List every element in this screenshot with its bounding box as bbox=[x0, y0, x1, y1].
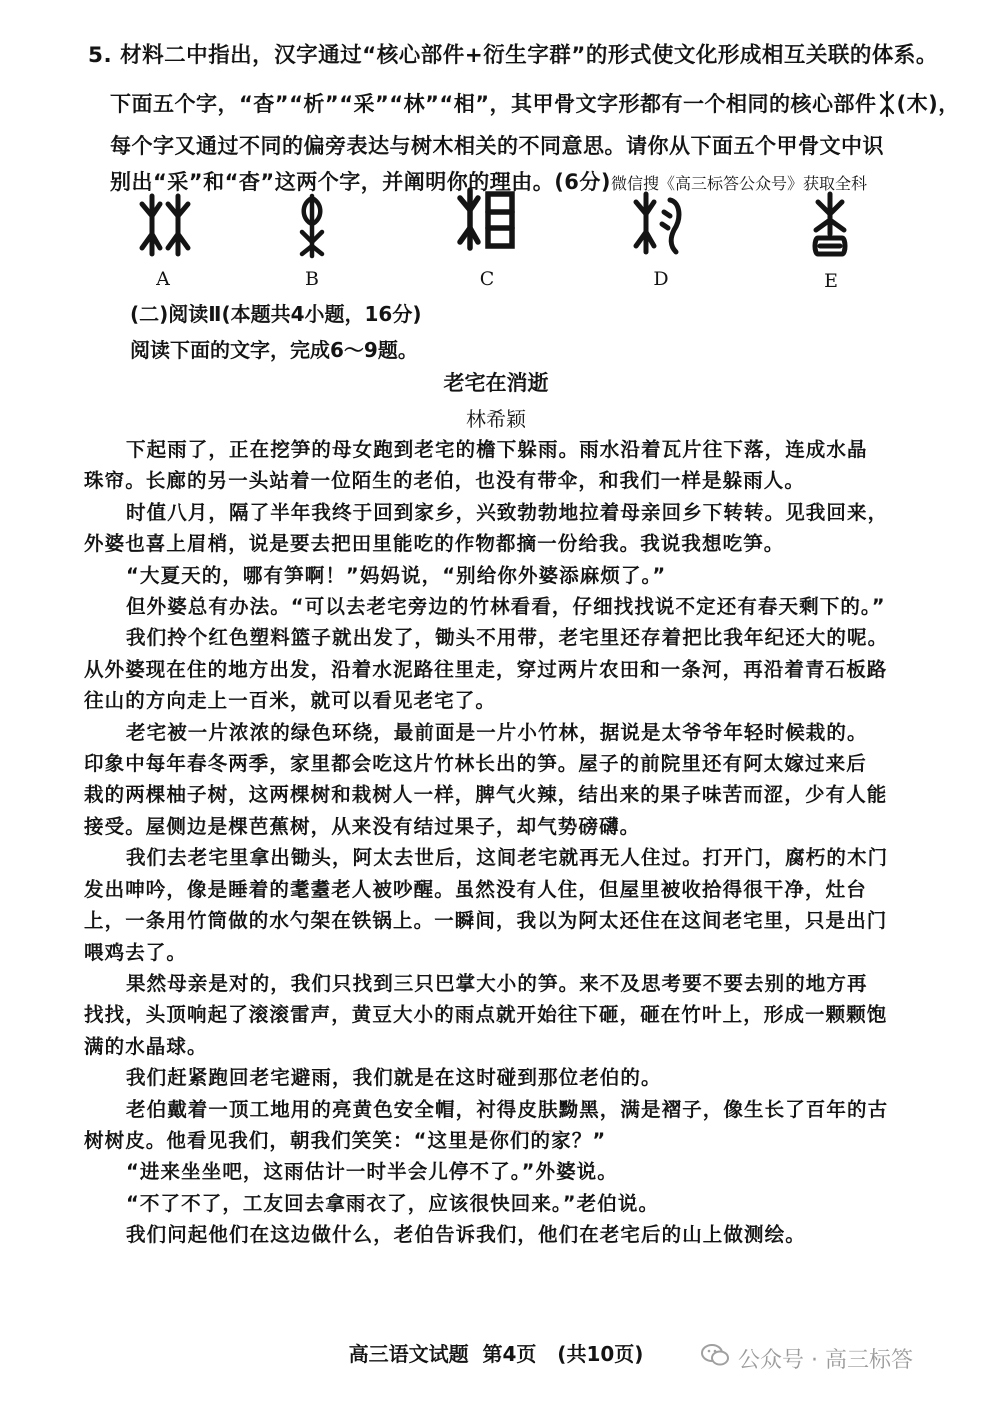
section-heading: (二)阅读Ⅱ(本题共4小题，16分) bbox=[130, 302, 422, 326]
article-line: 果然母亲是对的，我们只找到三只巴掌大小的笋。来不及思考要不要去别的地方再 bbox=[126, 971, 868, 995]
article-line: “大夏天的，哪有笋啊！”妈妈说，“别给你外婆添麻烦了。” bbox=[126, 563, 667, 587]
section-instruction: 阅读下面的文字，完成6～9题。 bbox=[130, 338, 418, 362]
article-line: 喂鸡去了。 bbox=[84, 940, 188, 964]
article-line: 但外婆总有办法。“可以去老宅旁边的竹林看看，仔细找找说不定还有春天剩下的。” bbox=[126, 595, 886, 619]
faint-stamp-mark bbox=[470, 1130, 560, 1160]
oracle-glyph-a-icon bbox=[138, 192, 194, 258]
article-line: 满的水晶球。 bbox=[84, 1034, 208, 1058]
wechat-icon bbox=[700, 1342, 730, 1374]
article-line: 找找，头顶响起了滚滚雷声，黄豆大小的雨点就开始往下砸，砸在竹叶上，形成一颗颗饱 bbox=[84, 1003, 888, 1027]
article-line: “不了不了，工友回去拿雨衣了，应该很快回来。”老伯说。 bbox=[126, 1191, 660, 1215]
watermark-text: 公众号 · 高三标答 bbox=[738, 1347, 913, 1373]
article-body bbox=[84, 434, 924, 1251]
article-line: 接受。屋侧边是棵芭蕉树，从来没有结过果子，却气势磅礴。 bbox=[84, 814, 641, 838]
page-footer: 高三语文试题 第4页 (共10页) bbox=[348, 1342, 644, 1366]
article-line: 我们赶紧跑回老宅避雨，我们就是在这时碰到那位老伯的。 bbox=[126, 1066, 662, 1090]
article-line: 栽的两棵柚子树，这两棵树和栽树人一样，脾气火辣，结出来的果子味苦而涩，少有人能 bbox=[84, 783, 888, 807]
article-line: 从外婆现在住的地方出发，沿着水泥路往里走，穿过两片农田和一条河，再沿着青石板路 bbox=[84, 657, 888, 681]
oracle-glyph-e-icon bbox=[806, 190, 854, 260]
question-5-stem: 5. 材料二中指出，汉字通过“核心部件+衍生字群”的形式使文化形成相互关联的体系。 bbox=[88, 43, 938, 68]
article-title: 老宅在消逝 bbox=[443, 371, 549, 395]
article-line: 下起雨了，正在挖笋的母女跑到老宅的檐下躲雨。雨水沿着瓦片往下落，连成水晶 bbox=[126, 438, 868, 461]
oracle-glyph-d-icon bbox=[630, 190, 690, 256]
promo-note: 微信搜《高三标答公众号》获取全科 bbox=[611, 174, 868, 193]
article-line: 印象中每年春冬两季，家里都会吃这片竹林长出的笋。屋子的前院里还有阿太嫁过来后 bbox=[84, 752, 867, 776]
article-line: 外婆也喜上眉梢，说是要去把田里能吃的作物都摘一份给我。我说我想吃笋。 bbox=[84, 532, 785, 556]
watermark bbox=[700, 1342, 913, 1374]
oracle-glyph-c-icon bbox=[456, 186, 518, 252]
choice-label-c: C bbox=[479, 268, 495, 290]
question-5-line-3: 每个字又通过不同的偏旁表达与树木相关的不同意思。请你从下面五个甲骨文中识 bbox=[110, 134, 884, 158]
question-5-body bbox=[110, 86, 960, 202]
oracle-mu-inline-icon bbox=[879, 91, 895, 128]
oracle-glyph-b-icon bbox=[290, 190, 334, 260]
choice-label-e: E bbox=[824, 270, 838, 292]
article-line: 我们去老宅里拿出锄头，阿太去世后，这间老宅就再无人住过。打开门，腐朽的木门 bbox=[126, 846, 889, 870]
article-line: 时值八月，隔了半年我终于回到家乡，兴致勃勃地拉着母亲回乡下转转。见我回来， bbox=[126, 500, 889, 524]
question-5-line-4: 别出“采”和“杳”这两个字，并阐明你的理由。(6分)微信搜《高三标答公众号》获取全科 bbox=[110, 170, 868, 194]
article-line: 珠帘。长廊的另一头站着一位陌生的老伯，也没有带伞，和我们一样是躲雨人。 bbox=[84, 469, 806, 493]
choice-label-d: D bbox=[653, 268, 669, 290]
article-line: “进来坐坐吧，这雨估计一时半会儿停不了。”外婆说。 bbox=[126, 1160, 618, 1184]
article-author: 林希颖 bbox=[466, 407, 526, 431]
choice-label-a: A bbox=[156, 268, 170, 290]
article-line: 我们问起他们在这边做什么，老伯告诉我们，他们在老宅后的山上做测绘。 bbox=[126, 1223, 806, 1247]
question-5-line-2: 下面五个字，“杳”“析”“采”“林”“相”，其甲骨文字形都有一个相同的核心部件 (木)， bbox=[110, 86, 930, 128]
article-line: 我们拎个红色塑料篮子就出发了，锄头不用带，老宅里还存着把比我年纪还大的呢。 bbox=[126, 626, 889, 650]
article-line: 树树皮。他看见我们，朝我们笑笑：“这里是你们的家？” bbox=[84, 1128, 607, 1152]
article-line: 发出呻吟，像是睡着的耄耋老人被吵醒。虽然没有人住，但屋里被收拾得很干净，灶台 bbox=[84, 877, 867, 901]
choice-label-b: B bbox=[305, 268, 319, 290]
article-line: 老伯戴着一顶工地用的亮黄色安全帽，衬得皮肤黝黑，满是褶子，像生长了百年的古 bbox=[126, 1097, 889, 1121]
article-line: 老宅被一片浓浓的绿色环绕，最前面是一片小竹林，据说是太爷爷年轻时候栽的。 bbox=[126, 720, 868, 744]
article-line: 往山的方向走上一百米，就可以看见老宅了。 bbox=[84, 689, 497, 713]
article-line: 上，一条用竹筒做的水勺架在铁锅上。一瞬间，我以为阿太还住在这间老宅里，只是出门 bbox=[84, 909, 888, 933]
